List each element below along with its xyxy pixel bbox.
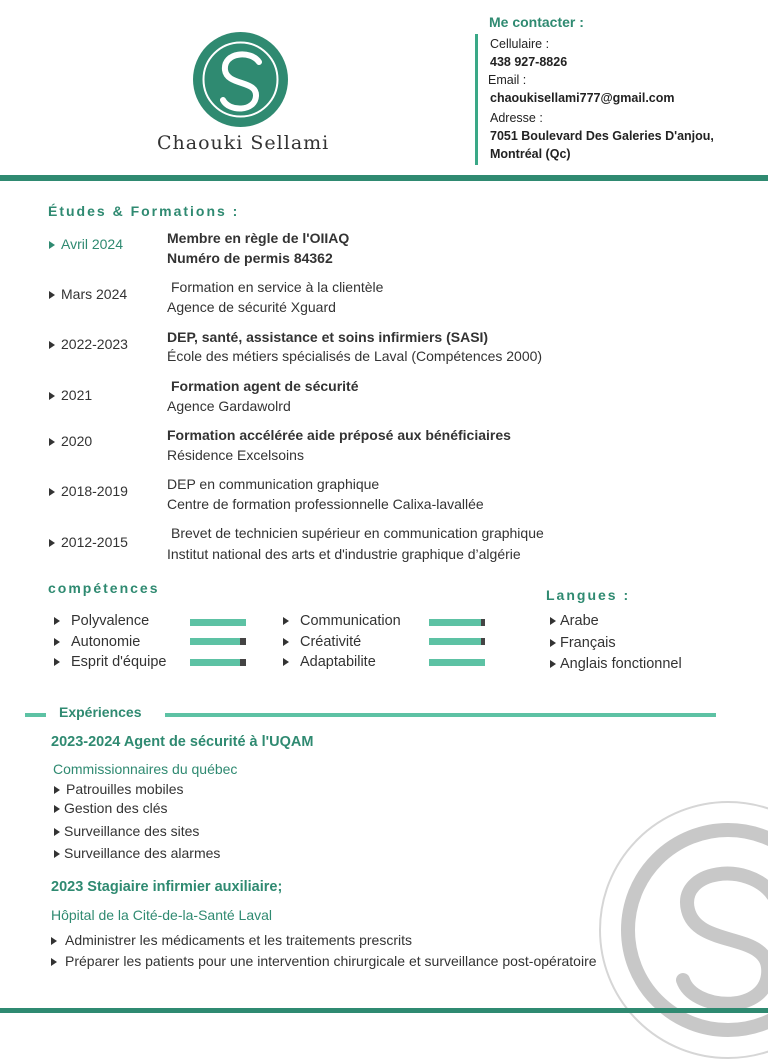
- edu-line2: Agence de sécurité Xguard: [167, 299, 336, 315]
- language-item: Français: [550, 635, 616, 651]
- bullet-icon: [283, 617, 289, 625]
- skill-bar: [190, 638, 246, 645]
- skill-bar-fill: [429, 638, 481, 645]
- language-item: Arabe: [550, 613, 599, 629]
- skill-bar-fill: [190, 619, 246, 626]
- task-item: Patrouilles mobiles: [54, 781, 184, 797]
- bullet-icon: [54, 828, 60, 836]
- logo: [193, 32, 288, 127]
- edu-line2: Centre de formation professionnelle Calixa-lavallée: [167, 496, 484, 512]
- skill-bar-fill: [190, 659, 240, 666]
- edu-line1: DEP en communication graphique: [167, 476, 380, 492]
- edu-line1: Formation agent de sécurité: [171, 378, 359, 394]
- bullet-icon: [54, 805, 60, 813]
- logo-monogram-icon: [193, 32, 288, 127]
- experience-rule-left: [25, 713, 46, 717]
- skill-bar-fill: [429, 619, 481, 626]
- skill-item: Esprit d'équipe: [54, 654, 166, 670]
- bullet-icon: [49, 291, 55, 299]
- bullet-icon: [283, 638, 289, 646]
- skill-bar: [429, 638, 485, 645]
- phone-value[interactable]: 438 927-8826: [490, 55, 568, 69]
- skill-item: Autonomie: [54, 634, 140, 650]
- skill-bar: [190, 659, 246, 666]
- edu-date: 2012-2015: [49, 534, 128, 550]
- address-label: Adresse :: [490, 111, 543, 125]
- bullet-icon: [49, 241, 55, 249]
- skill-bar-fill: [190, 638, 240, 645]
- edu-line1: DEP, santé, assistance et soins infirmiers (SASI): [167, 329, 489, 345]
- skill-bar: [429, 619, 485, 626]
- skill-bar-remainder: [240, 638, 246, 645]
- logo-watermark: [598, 800, 768, 1060]
- edu-line1: Formation accélérée aide préposé aux bénéficiaires: [167, 427, 511, 443]
- bullet-icon: [54, 658, 60, 666]
- education-title: Études & Formations :: [48, 203, 240, 219]
- edu-line1: Brevet de technicien supérieur en communication graphique: [171, 525, 544, 541]
- contact-title: Me contacter :: [489, 14, 584, 30]
- address-line2: Montréal (Qc): [490, 147, 571, 161]
- task-item: Administrer les médicaments et les traitements prescrits: [51, 932, 412, 948]
- task-item: Surveillance des sites: [54, 823, 199, 839]
- bullet-icon: [54, 786, 60, 794]
- languages-title: Langues :: [546, 587, 631, 603]
- experience-title: Expériences: [59, 704, 142, 720]
- bullet-icon: [51, 958, 57, 966]
- company-name: Commissionnaires du québec: [53, 761, 238, 777]
- edu-line2: Institut national des arts et d'industrie graphique d’algérie: [167, 546, 521, 562]
- edu-line1: Formation en service à la clientèle: [171, 279, 384, 295]
- bullet-icon: [54, 617, 60, 625]
- bullet-icon: [54, 850, 60, 858]
- bullet-icon: [49, 341, 55, 349]
- bullet-icon: [550, 617, 556, 625]
- task-item: Surveillance des alarmes: [54, 845, 220, 861]
- bullet-icon: [49, 438, 55, 446]
- edu-line2: Numéro de permis 84362: [167, 250, 333, 266]
- phone-label: Cellulaire :: [490, 37, 550, 51]
- bullet-icon: [51, 937, 57, 945]
- bullet-icon: [49, 539, 55, 547]
- bullet-icon: [283, 658, 289, 666]
- edu-line2: Résidence Excelsoins: [167, 447, 304, 463]
- skill-bar: [429, 659, 485, 666]
- edu-date: 2020: [49, 433, 92, 449]
- edu-date: Mars 2024: [49, 286, 127, 302]
- task-item: Préparer les patients pour une intervention chirurgicale et surveillance post-opératoire: [51, 953, 597, 969]
- edu-date: 2021: [49, 387, 92, 403]
- skill-item: Créativité: [283, 634, 361, 650]
- skill-item: Adaptabilite: [283, 654, 376, 670]
- bullet-icon: [54, 638, 60, 646]
- email-label: Email :: [488, 73, 527, 87]
- bullet-icon: [49, 488, 55, 496]
- header-divider: [0, 175, 768, 181]
- person-name: Chaouki Sellami: [157, 132, 330, 154]
- task-item: Gestion des clés: [54, 800, 168, 816]
- skill-bar-remainder: [481, 638, 485, 645]
- job-title: 2023 Stagiaire infirmier auxiliaire;: [51, 879, 283, 895]
- company-name: Hôpital de la Cité-de-la-Santé Laval: [51, 907, 273, 923]
- job-title: 2023-2024 Agent de sécurité à l'UQAM: [51, 734, 314, 750]
- footer-divider: [0, 1008, 768, 1013]
- edu-line2: École des métiers spécialisés de Laval (Compétences 2000): [167, 348, 543, 364]
- skill-bar: [190, 619, 246, 626]
- edu-date: Avril 2024: [49, 236, 123, 252]
- skill-item: Communication: [283, 613, 401, 629]
- email-value[interactable]: chaoukisellami777@gmail.com: [490, 91, 675, 105]
- edu-date: 2018-2019: [49, 483, 128, 499]
- edu-date: 2022-2023: [49, 336, 128, 352]
- edu-line1: Membre en règle de l'OIIAQ: [167, 230, 350, 246]
- address-line1: 7051 Boulevard Des Galeries D'anjou,: [490, 129, 714, 143]
- experience-rule-right: [165, 713, 716, 717]
- bullet-icon: [49, 392, 55, 400]
- skill-item: Polyvalence: [54, 613, 149, 629]
- contact-divider: [475, 34, 478, 165]
- edu-line2: Agence Gardawolrd: [167, 398, 291, 414]
- skill-bar-remainder: [481, 619, 485, 626]
- bullet-icon: [550, 639, 556, 647]
- skills-title: compétences: [48, 580, 160, 596]
- bullet-icon: [550, 660, 556, 668]
- language-item: Anglais fonctionnel: [550, 656, 682, 672]
- skill-bar-fill: [429, 659, 485, 666]
- skill-bar-remainder: [240, 659, 246, 666]
